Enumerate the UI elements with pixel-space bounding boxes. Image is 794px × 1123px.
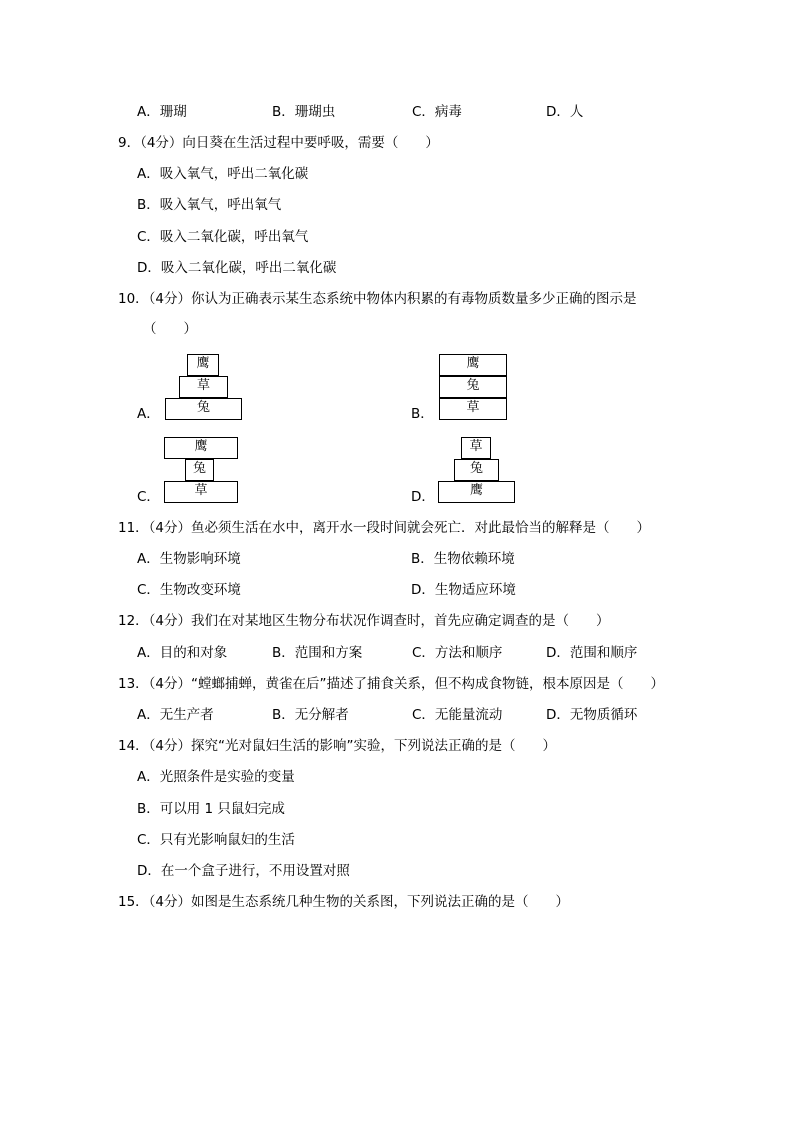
q10-stem: 10．（4分）你认为正确表示某生态系统中物体内积累的有毒物质数量多少正确的图示是 bbox=[118, 291, 637, 307]
pyramid-box-bottom: 草 bbox=[164, 481, 238, 503]
q11-option-d: D．生物适应环境 bbox=[411, 582, 516, 598]
pyramid-box-top: 鹰 bbox=[164, 437, 238, 459]
pyramid-box-bottom: 兔 bbox=[165, 398, 242, 420]
q10-diagram-c-label: C． bbox=[137, 489, 160, 505]
q9-option-d: D．吸入二氧化碳，呼出二氧化碳 bbox=[137, 260, 337, 276]
q9-option-c: C．吸入二氧化碳，呼出氧气 bbox=[137, 229, 309, 245]
pyramid-box-middle: 兔 bbox=[185, 459, 214, 481]
pyramid-box-bottom: 草 bbox=[439, 398, 507, 420]
q14-stem: 14．（4分）探究“光对鼠妇生活的影响”实验，下列说法正确的是（ ） bbox=[118, 738, 557, 754]
q15-stem: 15．（4分）如图是生态系统几种生物的关系图，下列说法正确的是（ ） bbox=[118, 894, 570, 910]
q14-option-c: C．只有光影响鼠妇的生活 bbox=[137, 832, 295, 848]
q12-stem: 12．（4分）我们在对某地区生物分布状况作调查时，首先应确定调查的是（ ） bbox=[118, 613, 610, 629]
q11-stem: 11．（4分）鱼必须生活在水中，离开水一段时间就会死亡．对此最恰当的解释是（ ） bbox=[118, 520, 651, 536]
q13-stem: 13．（4分）“螳螂捕蝉，黄雀在后”描述了捕食关系，但不构成食物链，根本原因是（ ） bbox=[118, 676, 665, 692]
q13-option-c: C．无能量流动 bbox=[412, 707, 503, 723]
q12-option-d: D．范围和顺序 bbox=[546, 645, 638, 661]
pyramid-box-bottom: 鹰 bbox=[438, 481, 515, 503]
q14-option-a: A．光照条件是实验的变量 bbox=[137, 769, 295, 785]
q8-option-c: C．病毒 bbox=[412, 104, 462, 120]
q10-stem-cont: （ ） bbox=[143, 321, 197, 337]
q14-option-b: B．可以用 1 只鼠妇完成 bbox=[137, 801, 285, 817]
q8-option-b: B．珊瑚虫 bbox=[272, 104, 336, 120]
q10-diagram-d-label: D． bbox=[411, 489, 435, 505]
q13-option-d: D．无物质循环 bbox=[546, 707, 638, 723]
q13-option-b: B．无分解者 bbox=[272, 707, 349, 723]
pyramid-box-middle: 兔 bbox=[454, 459, 499, 481]
q12-option-b: B．范围和方案 bbox=[272, 645, 363, 661]
q11-option-b: B．生物依赖环境 bbox=[411, 551, 515, 567]
q12-option-c: C．方法和顺序 bbox=[412, 645, 503, 661]
q12-option-a: A．目的和对象 bbox=[137, 645, 228, 661]
q10-diagram-a-label: A． bbox=[137, 406, 160, 422]
q8-option-d: D．人 bbox=[546, 104, 584, 120]
q13-option-a: A．无生产者 bbox=[137, 707, 214, 723]
pyramid-box-top: 鹰 bbox=[187, 354, 219, 376]
q14-option-d: D．在一个盒子进行，不用设置对照 bbox=[137, 863, 350, 879]
pyramid-box-middle: 草 bbox=[179, 376, 228, 398]
pyramid-box-top: 鹰 bbox=[439, 354, 507, 376]
q11-option-a: A．生物影响环境 bbox=[137, 551, 241, 567]
q9-option-b: B．吸入氧气，呼出氧气 bbox=[137, 197, 282, 213]
q10-diagram-b-label: B． bbox=[411, 406, 434, 422]
pyramid-box-middle: 兔 bbox=[439, 376, 507, 398]
q11-option-c: C．生物改变环境 bbox=[137, 582, 241, 598]
q9-stem: 9．（4分）向日葵在生活过程中要呼吸，需要（ ） bbox=[118, 135, 439, 151]
q8-option-a: A．珊瑚 bbox=[137, 104, 187, 120]
q9-option-a: A．吸入氧气，呼出二氧化碳 bbox=[137, 166, 309, 182]
pyramid-box-top: 草 bbox=[461, 437, 491, 459]
